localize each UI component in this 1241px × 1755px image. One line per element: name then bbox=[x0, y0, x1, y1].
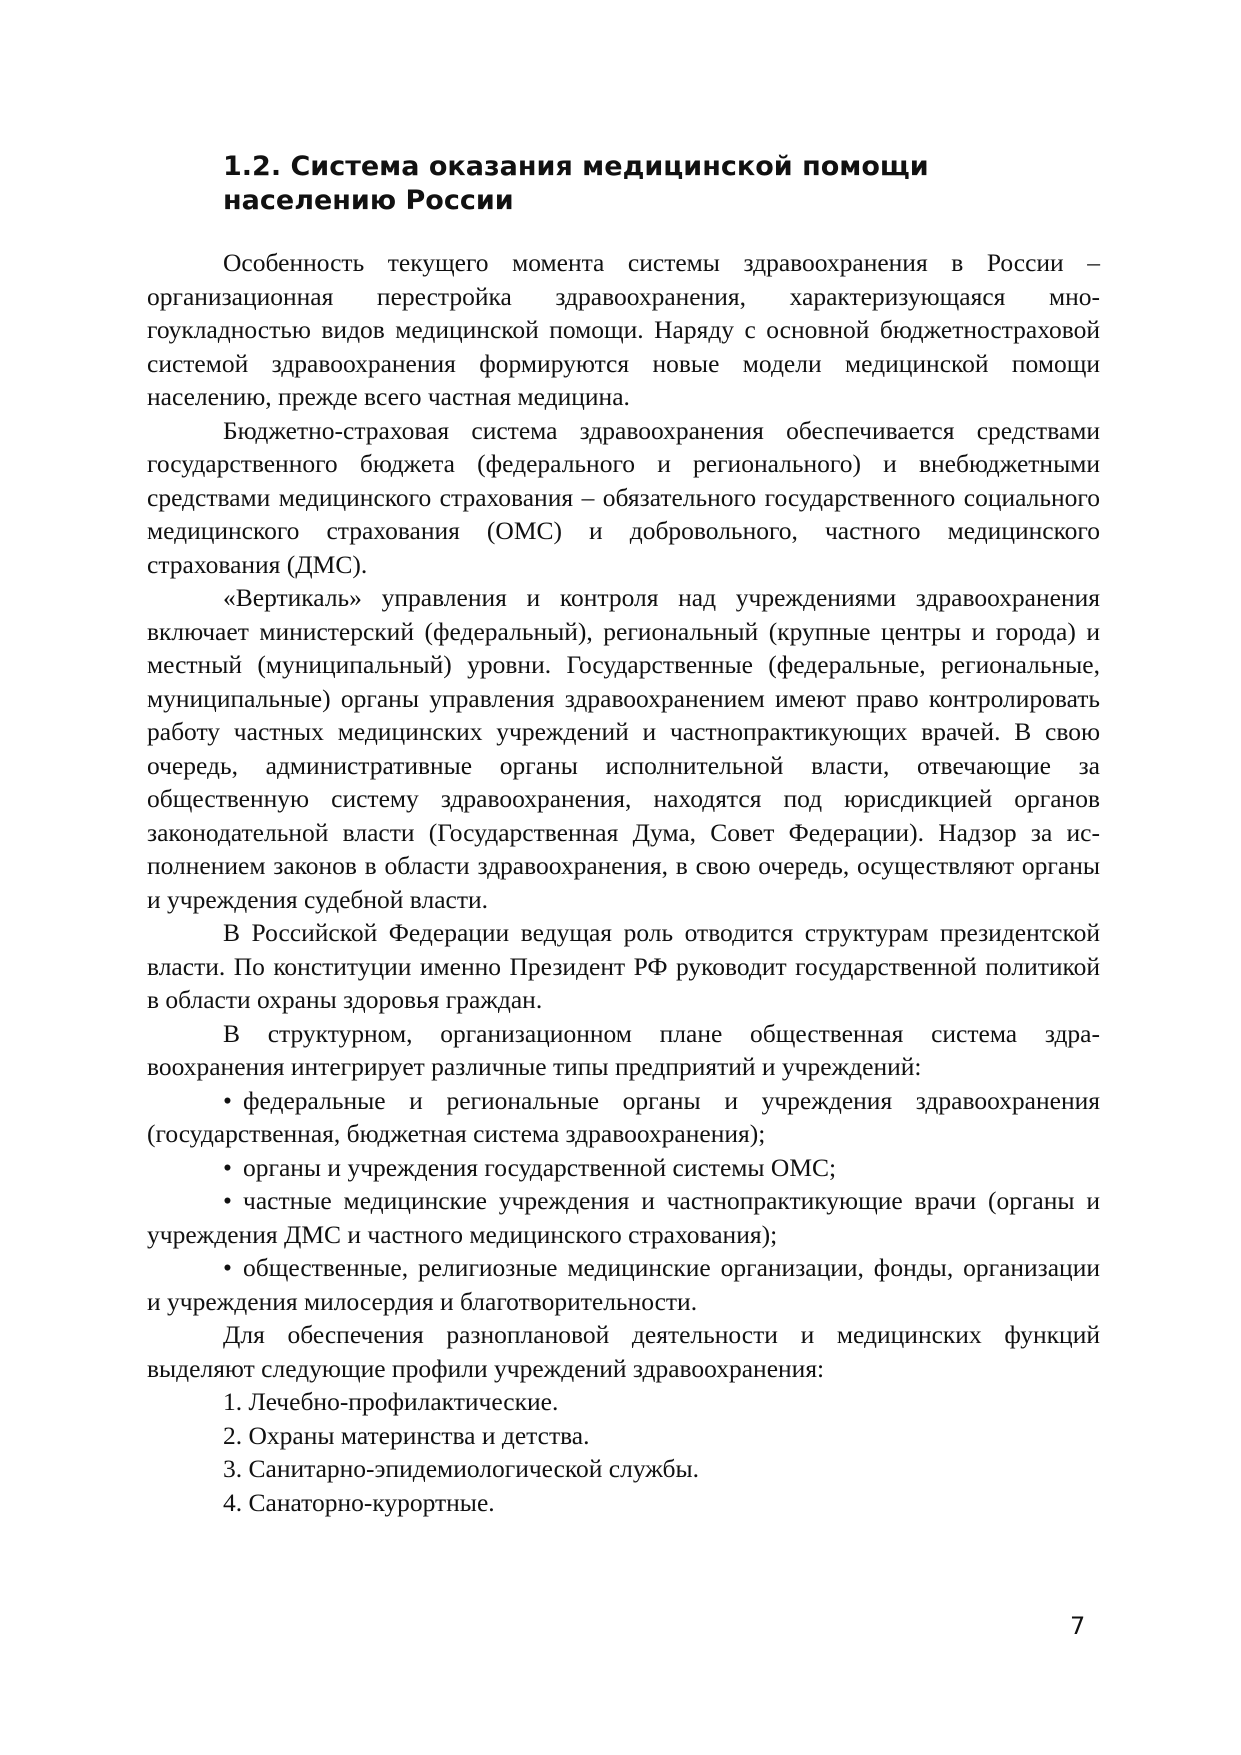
bullet-item bbox=[147, 1151, 1100, 1185]
paragraph: В структурном, организационном плане общественная система здравоохранения интегрирует различные типы предприятий и учреждений: bbox=[147, 1018, 1100, 1081]
bullet-text: федеральные и региональные органы и учреждения здравоохранения (государственная, бюджетная система здравоохранения); bbox=[147, 1085, 1100, 1148]
bullet-icon: • bbox=[223, 1085, 232, 1115]
page-content bbox=[147, 150, 1100, 1519]
body-text bbox=[147, 246, 1100, 1519]
page-number: 7 bbox=[1070, 1612, 1086, 1640]
profile-list-item: 1. Лечебно-профилактические. bbox=[223, 1387, 559, 1416]
paragraph: В Российской Федерации ведущая роль отводится структурам президентской власти. По конституции именно Президент РФ руководит государственной политикой в области охраны здоровья граждан. bbox=[147, 918, 1100, 1014]
paragraph: Особенность текущего момента системы здравоохранения в России – организационная перестройка здравоохранения, характеризующаяся многоукладностью видов медицинской помощи. Наряду с основной бюджетностраховой системой здравоохранения формируются новые модели медицинской помощи населению, прежде всего частная медицина. bbox=[147, 248, 1100, 411]
bullet-text: частные медицинские учреждения и частнопрактикующие врачи (органы и учреждения ДМС и частного медицинского страхования); bbox=[147, 1186, 1100, 1249]
bullet-icon: • bbox=[223, 1253, 232, 1282]
paragraph: «Вертикаль» управления и контроля над учреждениями здравоохранения включает министерский (федеральный), региональный (крупные центры и города) и местный (муниципальный) уровни. Государственные (федеральные, региональные, муниципальные) органы управления здравоохранением имеют право контролировать работу частных медицинских учреждений и частнопрактикующих врачей. В свою очередь, административные органы исполнительной власти, отвечающие за общественную систему здравоохранения, находятся под юрисдикцией органов законодательной власти (Государственная Дума, Совет Федерации). Надзор за исполнением законов в области здравоохранения, в свою очередь, осуществляют органы и учреждения судебной власти. bbox=[147, 583, 1100, 914]
profiles-intro: Для обеспечения разноплановой деятельности и медицинских функций выделяют следующие профили учреждений здравоохранения: bbox=[147, 1320, 1100, 1383]
bullet-text: органы и учреждения государственной системы ОМС; bbox=[243, 1152, 837, 1182]
profile-list-item: 3. Санитарно-эпидемиологической службы. bbox=[223, 1454, 700, 1483]
bullet-item bbox=[147, 1251, 1100, 1318]
bullet-text: общественные, религиозные медицинские организации, фонды, организации и учреждения милосердия и благотворительности. bbox=[147, 1253, 1100, 1316]
paragraph: Бюджетно-страховая система здравоохранения обеспечивается средствами государственного бюджета (федерального и регионального) и внебюджетными средствами медицинского страхования – обязательного государственного социального медицинского страхования (ОМС) и добровольного, частного медицинского страхования (ДМС). bbox=[147, 415, 1100, 579]
section-title: 1.2. Система оказания медицинской помощи населению России bbox=[223, 151, 929, 216]
bullet-item bbox=[147, 1184, 1100, 1251]
bullet-icon: • bbox=[223, 1152, 232, 1182]
profile-list-item: 4. Санаторно-курортные. bbox=[223, 1487, 495, 1517]
profile-list-item: 2. Охраны материнства и детства. bbox=[223, 1420, 590, 1450]
bullet-item bbox=[147, 1084, 1100, 1151]
bullet-icon: • bbox=[223, 1186, 232, 1215]
